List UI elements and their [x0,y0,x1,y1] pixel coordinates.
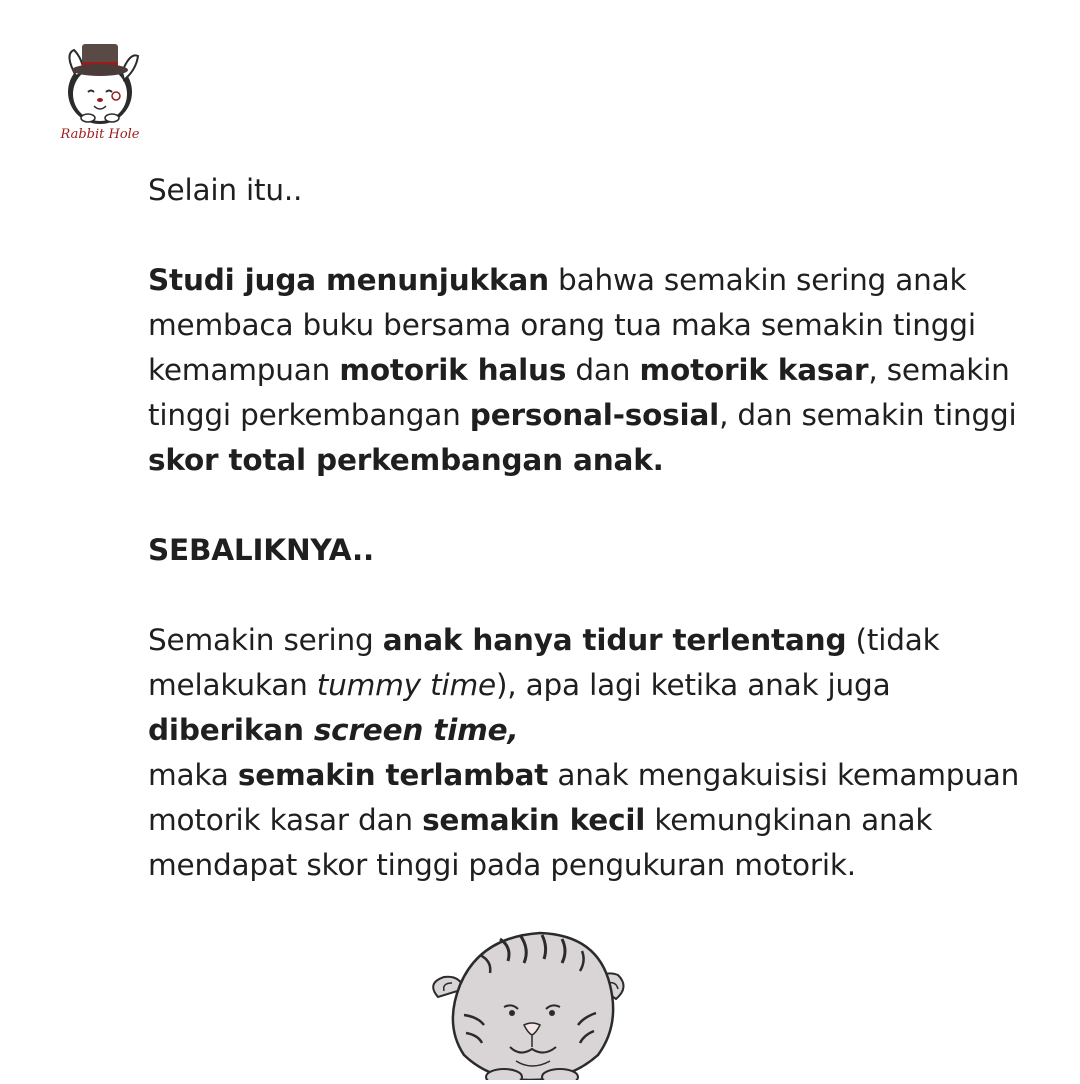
intro-text: Selain itu.. [148,173,303,207]
rabbit-hole-logo [54,36,146,148]
closing-text: kemungkinan anak mendapat skor tinggi pada pengukuran motorik. [148,803,933,882]
contrast-heading [148,528,1048,573]
screen-time-bold-italic: screen time, [313,713,519,747]
rabbit-logo-icon [54,36,146,148]
study-text: , semakin tinggi perkembangan [148,353,1010,432]
main-content [148,168,1048,888]
later-bold: semakin terlambat [237,758,549,792]
tummy-time-italic: tummy time [316,668,496,702]
tiger-illustration [420,925,640,1080]
closing-text: Semakin sering [148,623,383,657]
spacer [148,573,1048,618]
closing-text: anak mengakuisisi kemampuan motorik kasar dan [148,758,1020,837]
study-text: dan [566,353,640,387]
study-paragraph [148,258,1048,483]
spacer [148,483,1048,528]
contrast-heading-text: SEBALIKNYA.. [148,533,374,567]
tiger-icon [420,925,640,1080]
total-score-bold: skor total perkembangan anak. [148,443,664,477]
closing-text: maka [148,758,238,792]
study-text: bahwa semakin sering anak membaca buku bersama orang tua maka semakin tinggi kemampuan [148,263,976,387]
study-text: , dan semakin tinggi [719,398,1017,432]
spacer [148,213,1048,258]
closing-paragraph [148,618,1048,888]
gross-motor-bold: motorik kasar [639,353,869,387]
smaller-bold: semakin kecil [422,803,646,837]
fine-motor-bold: motorik halus [339,353,567,387]
logo-brand-text: Rabbit Hole [60,127,140,142]
given-bold: diberikan [148,713,314,747]
closing-text: (tidak melakukan [148,623,940,702]
personal-social-bold: personal-sosial [469,398,720,432]
closing-text: ), apa lagi ketika anak juga [495,668,891,702]
lying-supine-bold: anak hanya tidur terlentang [382,623,847,657]
study-lead-bold: Studi juga menunjukkan [148,263,549,297]
